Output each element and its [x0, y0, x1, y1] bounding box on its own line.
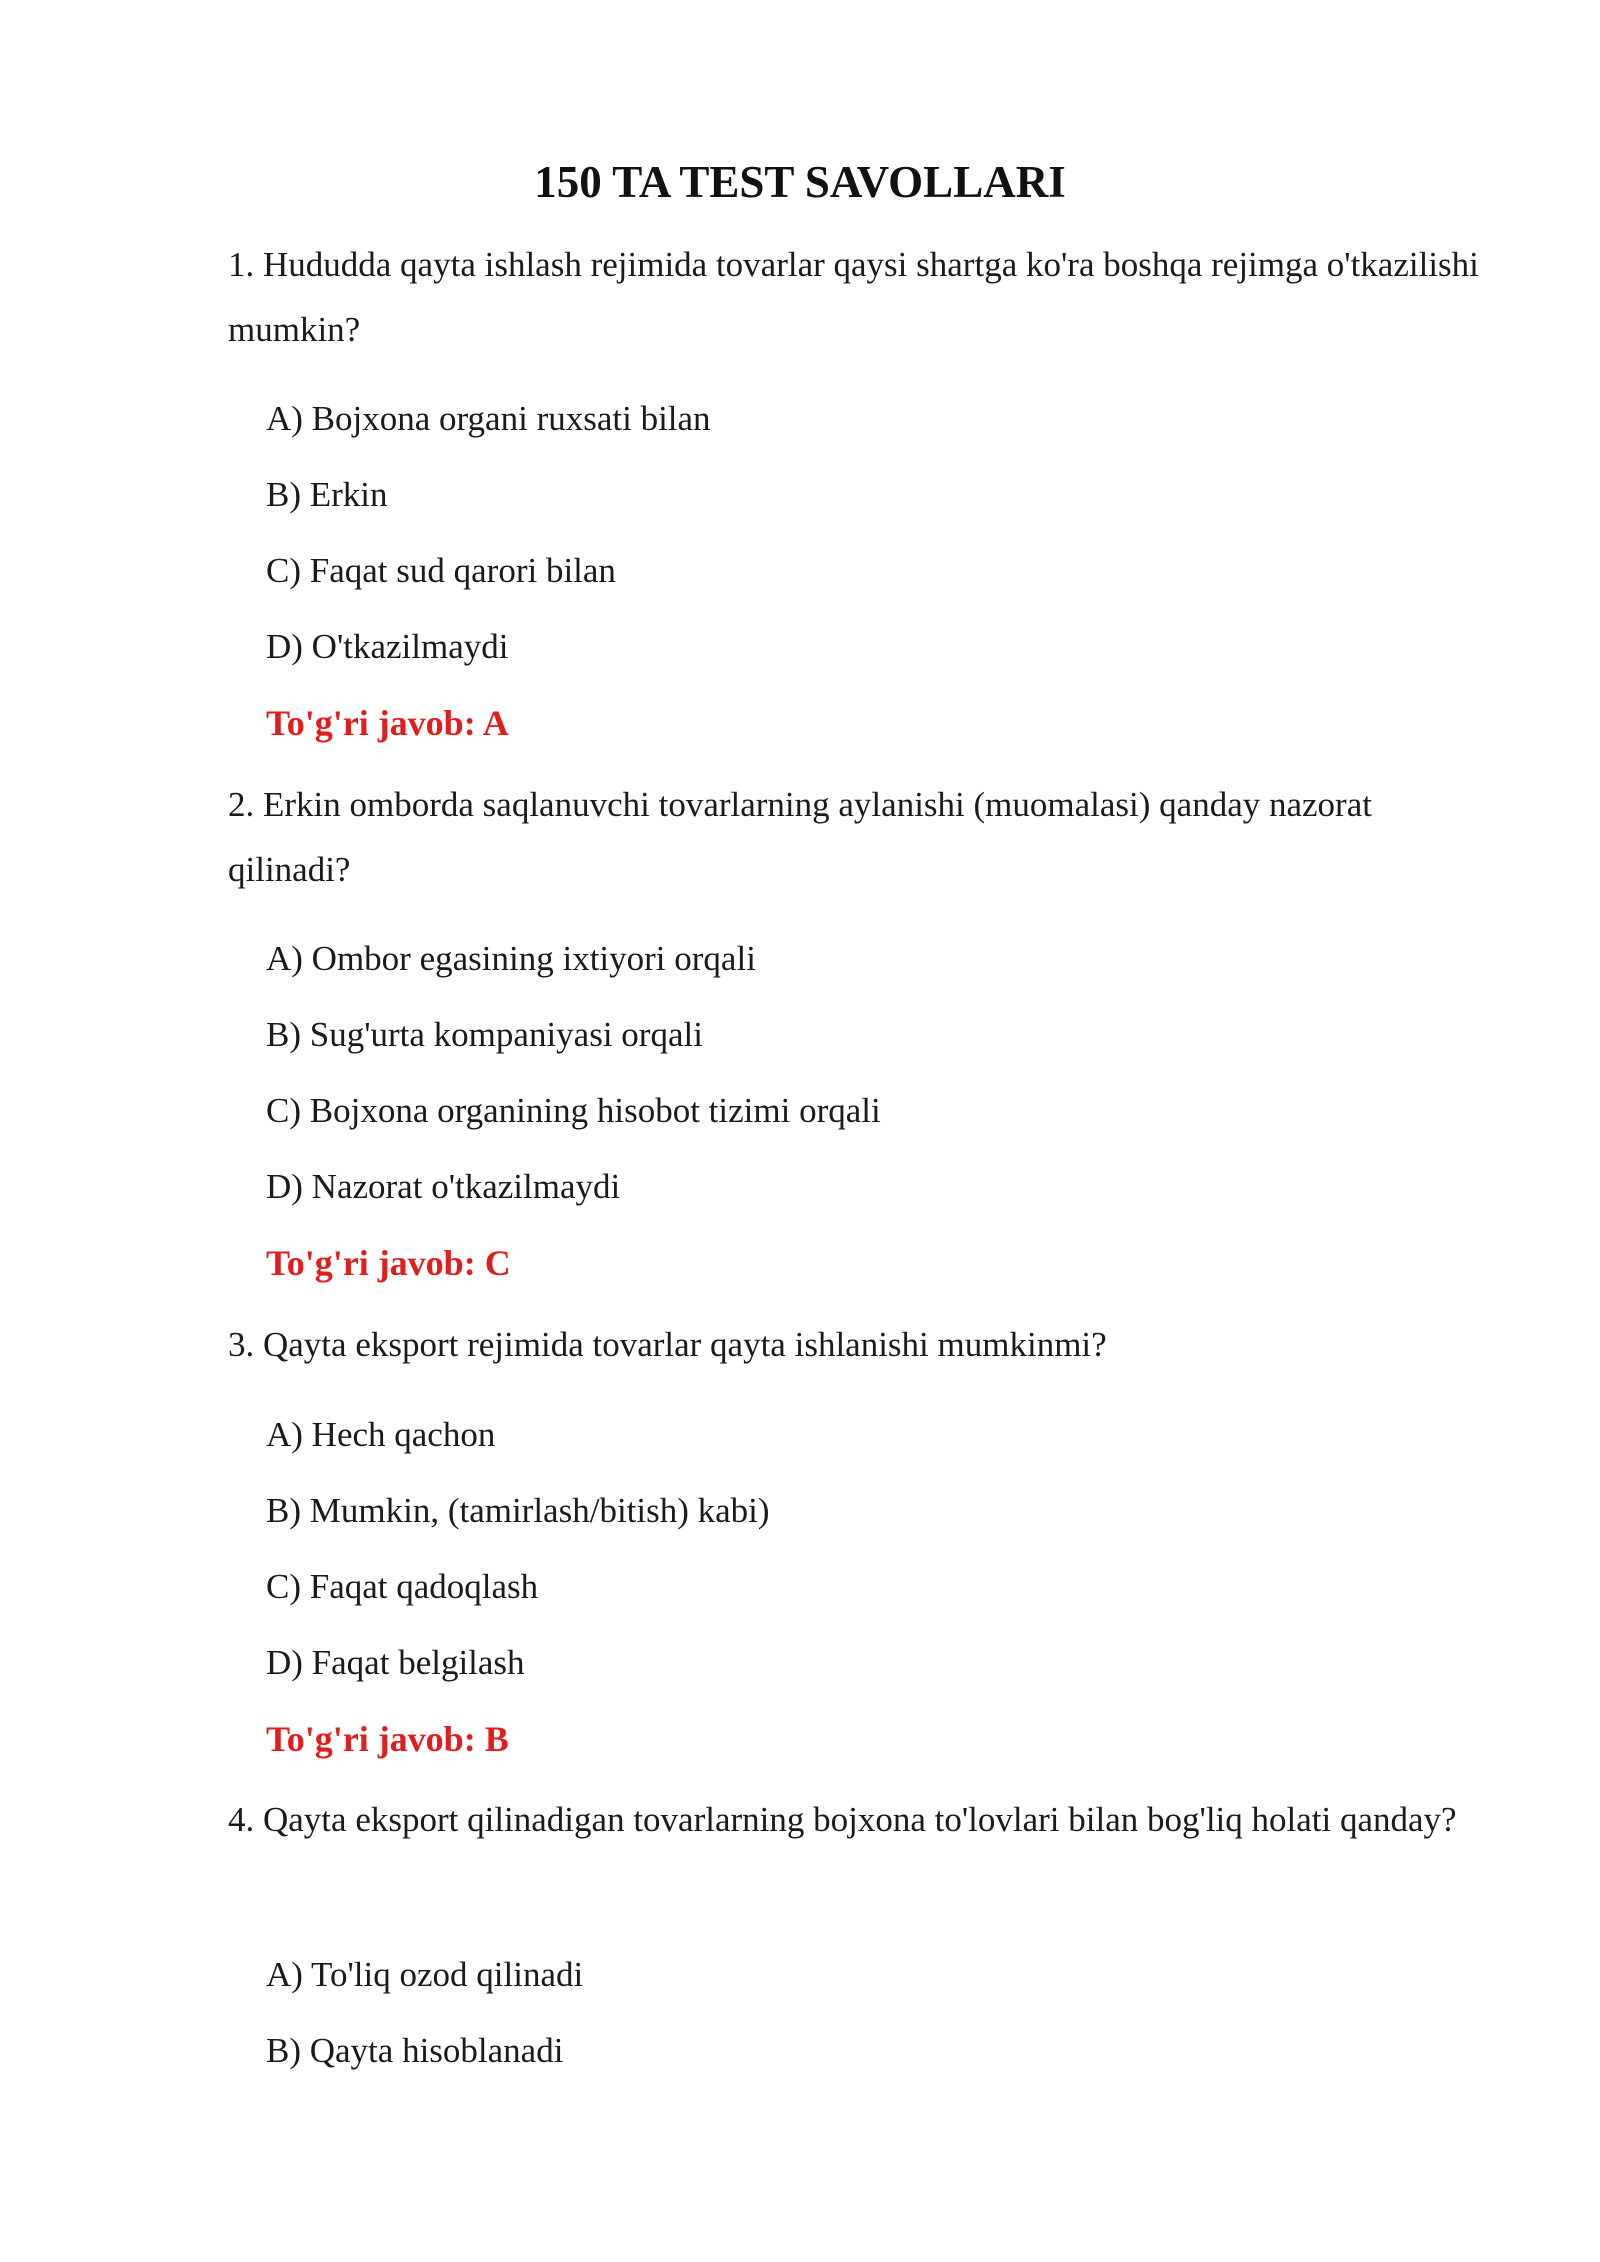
question-3-answer: To'g'ri javob: B: [266, 1719, 509, 1759]
question-2-answer: To'g'ri javob: C: [266, 1243, 511, 1283]
question-2-option-c: C) Bojxona organining hisobot tizimi orqali: [266, 1091, 881, 1130]
page-title: 150 TA TEST SAVOLLARI: [534, 157, 1066, 207]
question-1-answer: To'g'ri javob: A: [266, 703, 509, 743]
question-3-option-d: D) Faqat belgilash: [266, 1643, 525, 1682]
question-2-option-b: B) Sug'urta kompaniyasi orqali: [266, 1015, 703, 1054]
question-1-text: 1. Hududda qayta ishlash rejimida tovarlar qaysi shartga ko'ra boshqa rejimga o'tkazilishi mumkin?: [228, 245, 1479, 349]
question-4-text: 4. Qayta eksport qilinadigan tovarlarning bojxona to'lovlari bilan bog'liq holati qanday?: [228, 1800, 1457, 1839]
question-2-option-d: D) Nazorat o'tkazilmaydi: [266, 1167, 621, 1206]
question-1-option-b: B) Erkin: [266, 475, 388, 514]
question-4-option-b: B) Qayta hisoblanadi: [266, 2031, 564, 2070]
question-3-option-c: C) Faqat qadoqlash: [266, 1567, 539, 1606]
question-3-text: 3. Qayta eksport rejimida tovarlar qayta ishlanishi mumkinmi?: [228, 1325, 1107, 1364]
question-1-option-c: C) Faqat sud qarori bilan: [266, 551, 616, 590]
question-2-text: 2. Erkin omborda saqlanuvchi tovarlarning aylanishi (muomalasi) qanday nazorat qilinadi?: [228, 785, 1372, 889]
question-3-option-a: A) Hech qachon: [266, 1415, 496, 1454]
question-1-option-d: D) O'tkazilmaydi: [266, 627, 509, 666]
question-2-option-a: A) Ombor egasining ixtiyori orqali: [266, 939, 756, 978]
question-3-option-b: B) Mumkin, (tamirlash/bitish) kabi): [266, 1491, 770, 1530]
question-1-option-a: A) Bojxona organi ruxsati bilan: [266, 399, 711, 438]
question-4-option-a: A) To'liq ozod qilinadi: [266, 1955, 584, 1994]
